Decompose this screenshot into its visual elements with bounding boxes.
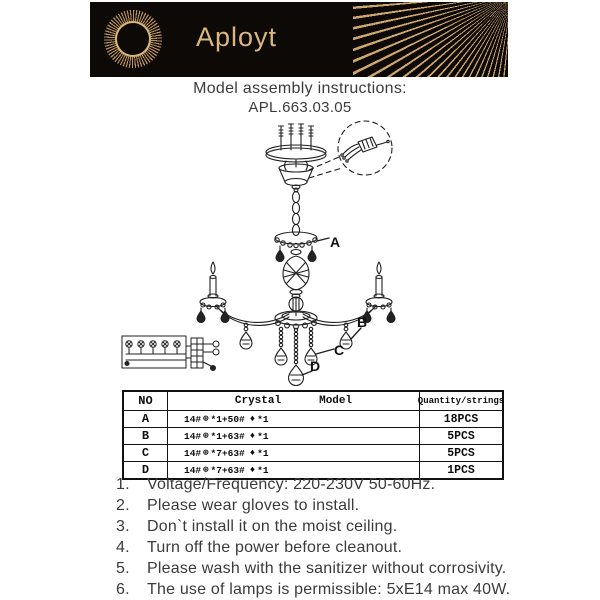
starburst-logo-icon: [104, 10, 162, 68]
col-header-quantity: Quantity/strings: [417, 396, 505, 406]
formula-part: 14#: [184, 447, 202, 459]
instruction-item: [116, 474, 592, 495]
teardrop-pendant-icon: ♦: [249, 430, 256, 441]
instruction-item: [116, 537, 592, 558]
row-no: D: [124, 462, 168, 478]
table-row: [124, 427, 502, 444]
formula-part: *1: [257, 464, 269, 476]
chandelier-diagram: [115, 116, 475, 392]
item-text: Please wash with the sanitizer without corrosivity.: [147, 560, 507, 577]
wiring-schematic-icon: [122, 336, 219, 371]
item-number: 2.: [116, 497, 130, 514]
canopy-icon: [279, 164, 313, 189]
part-label-d: D: [310, 358, 321, 374]
top-crystal-ring: [275, 232, 317, 262]
formula-part: 14#: [184, 464, 202, 476]
center-column: [283, 250, 309, 317]
formula-part: *7+63#: [210, 464, 245, 476]
col-header-model: Model: [319, 395, 353, 407]
instruction-list: [116, 474, 592, 600]
crystal-parts-table: [122, 390, 504, 480]
col-header-no: NO: [124, 392, 168, 410]
row-no: C: [124, 445, 168, 461]
center-bowl-strands: [275, 311, 317, 386]
row-quantity: 18PCS: [443, 412, 479, 426]
teardrop-pendant-icon: ♦: [249, 413, 256, 424]
row-no: B: [124, 428, 168, 444]
item-number: 1.: [116, 476, 130, 493]
part-label-a: A: [330, 234, 341, 250]
row-quantity: 5PCS: [447, 429, 475, 443]
model-number: APL.663.03.05: [248, 99, 352, 116]
brand-banner: [90, 2, 508, 77]
item-number: 3.: [116, 518, 130, 535]
formula-part: *1: [257, 447, 269, 459]
part-label-c: C: [334, 342, 345, 358]
row-formula: [168, 428, 420, 444]
formula-part: *7+63#: [210, 447, 245, 459]
item-text: Voltage/Frequency: 220-230V 50-60Hz.: [147, 476, 436, 493]
row-no: A: [124, 411, 168, 427]
table-header-row: [124, 392, 505, 410]
col-header-crystal-model: [168, 392, 420, 410]
instruction-item: [116, 495, 592, 516]
page-title: Model assembly instructions:: [193, 80, 407, 97]
crystal-bead-icon: ⊕: [203, 430, 209, 441]
item-text: Don`t install it on the moist ceiling.: [147, 518, 398, 535]
instruction-item: [116, 516, 592, 537]
item-text: Turn off the power before cleanout.: [147, 539, 403, 556]
formula-part: 14#: [184, 430, 202, 442]
part-label-b: B: [357, 314, 368, 330]
item-text: The use of lamps is permissible: 5xE14 max 40W.: [147, 581, 511, 598]
formula-part: *1+50#: [210, 413, 245, 425]
row-formula: [168, 411, 420, 427]
crystal-bead-icon: ⊕: [203, 447, 209, 458]
item-number: 6.: [116, 581, 130, 598]
ray-fan-decoration: [353, 2, 508, 77]
formula-part: *1: [257, 413, 269, 425]
chain-icon: [293, 188, 300, 236]
ceiling-mount-icon: [266, 124, 326, 170]
item-number: 5.: [116, 560, 130, 577]
row-quantity: 5PCS: [447, 446, 475, 460]
formula-part: 14#: [184, 413, 202, 425]
formula-part: *1: [257, 430, 269, 442]
col-header-crystal: Crystal: [234, 395, 282, 407]
row-formula: [168, 445, 420, 461]
crystal-bead-icon: ⊕: [203, 464, 209, 475]
teardrop-pendant-icon: ♦: [249, 447, 256, 458]
instruction-item: [116, 579, 592, 600]
row-quantity: 1PCS: [447, 463, 475, 477]
wire-connector-inset-icon: [309, 121, 392, 178]
formula-part: *1+63#: [210, 430, 245, 442]
item-number: 4.: [116, 539, 130, 556]
crystal-bead-icon: ⊕: [203, 413, 209, 424]
instruction-item: [116, 558, 592, 579]
table-row: [124, 410, 502, 427]
teardrop-pendant-icon: ♦: [249, 464, 256, 475]
table-row: [124, 444, 502, 461]
item-text: Please wear gloves to install.: [147, 497, 360, 514]
brand-name: Aployt: [196, 22, 278, 52]
